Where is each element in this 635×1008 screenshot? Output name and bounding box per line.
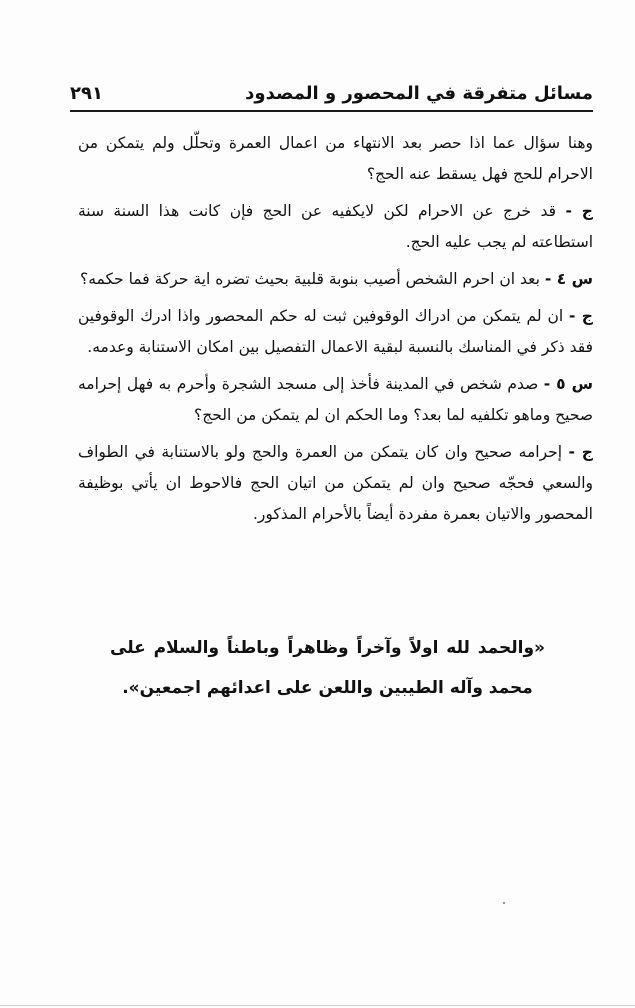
paragraph-question-5	[78, 369, 593, 431]
page-bottom-edge	[0, 1005, 635, 1006]
running-title: مسائل متفرقة في المحصور و المصدود	[245, 83, 593, 104]
page-number: ٢٩١	[70, 83, 103, 104]
paragraph-question-4	[78, 264, 593, 295]
speck-mark	[503, 902, 505, 904]
question-marker: س ٤ -	[544, 270, 593, 288]
answer-marker: ج -	[565, 202, 593, 220]
paragraph-text: صدم شخص في المدينة فأخذ إلى مسجد الشجرة وأحرم به فهل إحرامه صحيح وماهو تكلفيه لما بعد؟ وما الحكم ان لم يتمكن من الحج؟	[78, 375, 593, 424]
answer-marker: ج -	[569, 307, 593, 325]
page-header	[70, 70, 593, 106]
paragraph-text: ان لم يتمكن من ادراك الوقوفين ثبت له حكم المحصور واذا ادرك الوقوفين فقد ذكر في المناسك بالنسبة لبقية الاعمال التفصيل بين امكان الاستنابة وعدمه.	[78, 307, 593, 356]
body-text	[78, 128, 593, 536]
paragraph-text: وهنا سؤال عما اذا حصر بعد الانتهاء من اعمال العمرة وتحلّل ولم يتمكن من الاحرام للحج فهل يسقط عنه الحج؟	[78, 134, 593, 183]
paragraph-intro-question	[78, 128, 593, 190]
paragraph-answer-4	[78, 301, 593, 363]
answer-marker: ج -	[568, 443, 593, 461]
header-divider	[70, 110, 593, 112]
paragraph-text: إحرامه صحيح وان كان يتمكن من العمرة والحج ولو بالاستنابة في الطواف والسعي فحجّه صحيح وان لم يتمكن من اتيان الحج فالاحوط ان يأتي بوظيفة المحصور والاتيان بعمرة مفردة أيضاً بالأحرام المذكور.	[78, 443, 593, 523]
paragraph-answer-5	[78, 437, 593, 530]
question-marker: س ٥ -	[543, 375, 593, 393]
paragraph-answer-1	[78, 196, 593, 258]
paragraph-text: قد خرج عن الاحرام لكن لايكفيه عن الحج فإن كانت هذا السنة سنة استطاعته لم يجب عليه الحج.	[78, 202, 593, 251]
paragraph-text: بعد ان احرم الشخص أصيب بنوبة قلبية بحيث تضره اية حركة فما حكمه؟	[80, 270, 540, 288]
closing-doxology: «والحمد لله اولاً وآخراً وظاهراً وباطناً والسلام على محمد وآله الطيبين واللعن على اعدائهم اجمعين».	[110, 638, 545, 698]
